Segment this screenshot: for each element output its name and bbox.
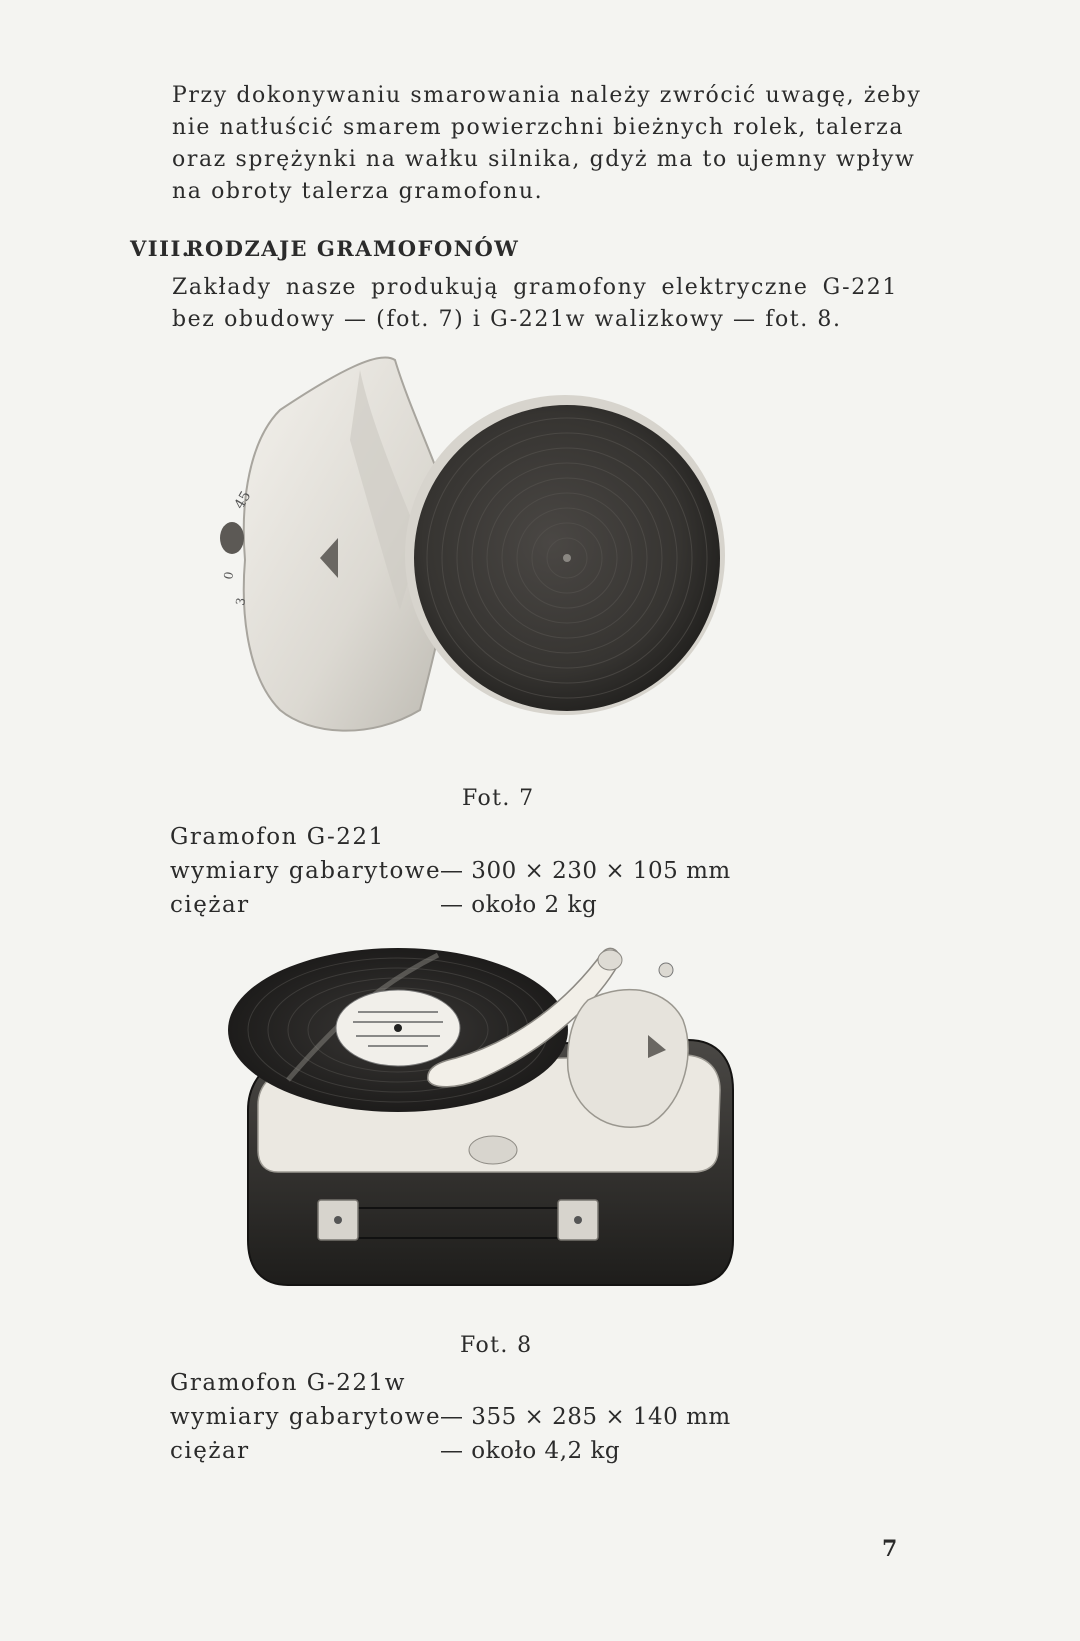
spec-weight-value: — około 2 kg (440, 892, 598, 918)
intro-line: oraz sprężynki na wałku silnika, gdyż ma to ujemny wpływ (172, 147, 916, 172)
caption-fot-7: Fot. 7 (462, 786, 535, 811)
spec-g221w (170, 1366, 731, 1468)
speed-knob (220, 522, 244, 554)
dial-mark: 45 (231, 488, 255, 512)
intro-line: na obroty talerza gramofonu. (172, 179, 544, 204)
dial-mark: 0 (221, 570, 237, 581)
tone-arm-base (568, 990, 688, 1128)
intro-paragraph (172, 80, 922, 208)
spec-dimensions-value: — 355 × 285 × 140 mm (440, 1404, 731, 1430)
spindle (394, 1024, 402, 1032)
spec-weight-label: ciężar (170, 892, 250, 918)
section-line: Zakłady nasze produkują gramofony elektryczne G-221 (172, 275, 898, 300)
spindle (563, 554, 571, 562)
spec-weight-value: — około 4,2 kg (440, 1438, 621, 1464)
spec-model: Gramofon G-221 (170, 824, 385, 850)
spec-model: Gramofon G-221w (170, 1370, 406, 1396)
photo-gramophone-g221 (220, 350, 780, 770)
carry-handle (328, 1208, 583, 1238)
speed-selector-knob (469, 1136, 517, 1164)
spec-weight-label: ciężar (170, 1438, 250, 1464)
page-number: 7 (882, 1536, 898, 1562)
spec-g221 (170, 820, 731, 922)
spec-dimensions-label: wymiary gabarytowe (170, 1404, 442, 1430)
photo-gramophone-g221w (228, 940, 768, 1320)
caption-fot-8: Fot. 8 (460, 1333, 533, 1358)
section-line: bez obudowy — (fot. 7) i G-221w walizkowy — fot. 8. (172, 307, 842, 332)
spec-dimensions-label: wymiary gabarytowe (170, 858, 442, 884)
intro-line: nie natłuścić smarem powierzchni bieżnych rolek, talerza (172, 115, 905, 140)
spec-dimensions-value: — 300 × 230 × 105 mm (440, 858, 731, 884)
section-paragraph (172, 272, 898, 336)
intro-line: Przy dokonywaniu smarowania należy zwrócić uwagę, żeby (172, 83, 922, 108)
dial-mark: 3 (233, 596, 249, 607)
section-heading (130, 236, 519, 261)
section-title: RODZAJE GRAMOFONÓW (186, 236, 520, 261)
section-number: VIII. (130, 236, 191, 261)
